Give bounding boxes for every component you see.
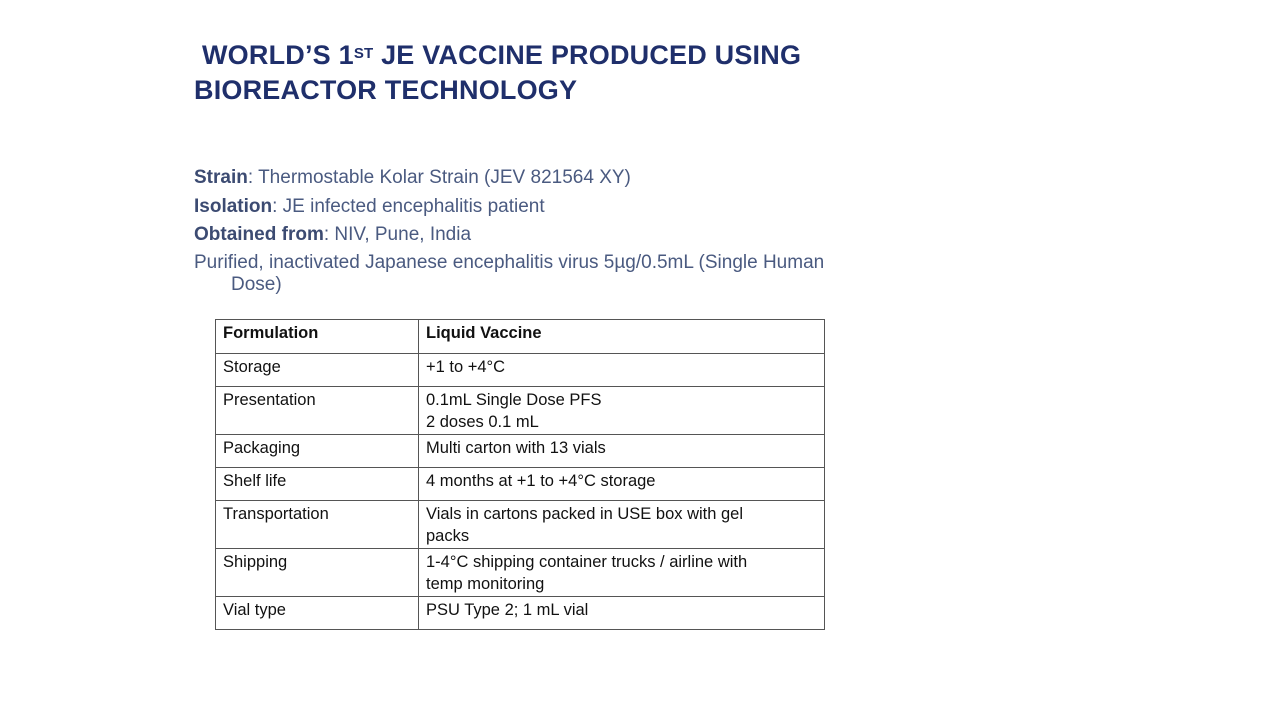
title-line-2: BIOREACTOR TECHNOLOGY [194,75,578,105]
header-liquid-vaccine: Liquid Vaccine [419,320,825,354]
table-row [216,597,825,630]
table-row [216,435,825,468]
row-value: 4 months at +1 to +4°C storage [419,468,825,501]
table-row [216,354,825,387]
row-label: Presentation [216,387,419,435]
vaccine-info [194,164,914,296]
row-value: PSU Type 2; 1 mL vial [419,597,825,630]
row-value: +1 to +4°C [419,354,825,387]
obtained-value: : NIV, Pune, India [323,224,472,245]
table-row [216,549,825,597]
row-value: Vials in cartons packed in USE box with gel packs [419,501,825,549]
table-header-row [216,320,825,354]
strain-value: : Thermostable Kolar Strain (JEV 821564 XY) [247,167,631,188]
isolation-label: Isolation [194,195,273,217]
purified-line-2: Dose) [231,273,282,295]
row-label: Storage [216,354,419,387]
table-row [216,501,825,549]
table-row [216,387,825,435]
row-label: Transportation [216,501,419,549]
title-line-1: WORLD’S 1ST JE VACCINE PRODUCED USING [202,40,802,70]
obtained-row [194,221,914,250]
strain-label: Strain [194,167,248,188]
header-formulation: Formulation [216,320,419,354]
isolation-row [194,193,914,222]
row-value: Multi carton with 13 vials [419,435,825,468]
row-label: Vial type [216,597,419,630]
formulation-table [215,319,825,630]
title-superscript: ST [353,45,374,62]
row-value: 1-4°C shipping container trucks / airline with temp monitoring [419,549,825,597]
table-row [216,468,825,501]
purified-line-1: Purified, inactivated Japanese encephalitis virus 5µg/0.5mL (Single Human [194,251,825,273]
slide-title [194,38,914,108]
obtained-label: Obtained from [194,224,324,245]
row-label: Shipping [216,549,419,597]
isolation-value: : JE infected encephalitis patient [272,195,545,217]
row-value: 0.1mL Single Dose PFS 2 doses 0.1 mL [419,387,825,435]
strain-row [194,164,914,193]
purified-row [194,252,914,296]
row-label: Packaging [216,435,419,468]
row-label: Shelf life [216,468,419,501]
